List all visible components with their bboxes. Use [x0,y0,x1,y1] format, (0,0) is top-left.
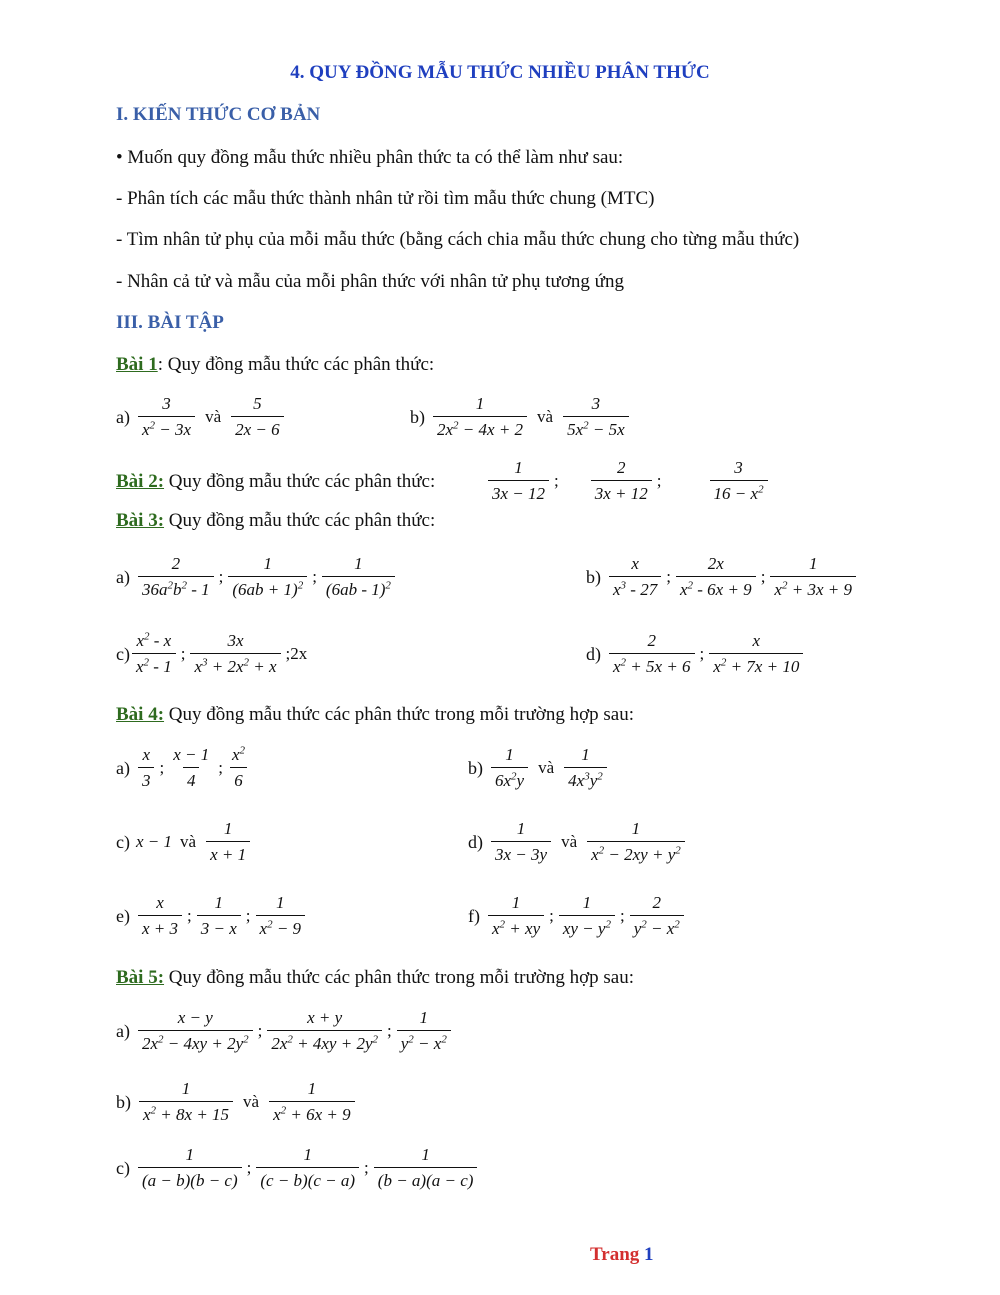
fraction: $\frac{1}{3x - 12}$ [488,458,549,504]
exercise-5-label: Bài 5: [116,967,165,988]
fraction: $\frac{1}{x^2 + xy}$ [488,893,544,939]
fraction: $\frac{1}{x^2 - 2xy + y^2}$ [587,819,685,865]
section-heading-exercises: III. BÀI TẬP [116,312,224,333]
exercise-5a: a) $\frac{x - y}{2x^2 - 4xy + 2y^2}$ ; $\frac{x + y}{2x^2 + 4xy + 2y^2}$ ; $\frac{1}{y^2 - x^2}$ [116,1008,453,1054]
fraction: $\frac{1}{3 - x}$ [197,893,241,939]
fraction: $\frac{1}{6x^2y}$ [491,745,528,791]
fraction: $\frac{2x}{x^2 - 6x + 9}$ [676,554,756,600]
exercise-3c: c) $\frac{x^2 - x}{x^2 - 1}$ ; $\frac{3x}{x^3 + 2x^2 + x}$ ;2x [116,630,308,676]
fraction: $\frac{3}{5x^2 - 5x}$ [563,394,629,440]
fraction: $\frac{3}{16 - x^2}$ [710,458,768,504]
fraction: $\frac{2}{3x + 12}$ [591,458,652,504]
fraction: $\frac{1}{x^2 + 8x + 15}$ [139,1079,233,1125]
footer-page-number: 1 [644,1244,654,1265]
fraction: $\frac{2}{y^2 - x^2}$ [630,893,684,939]
fraction: $\frac{1}{(a - b)(b - c)}$ [138,1145,242,1191]
fraction: $\frac{1}{xy - y^2}$ [559,893,615,939]
exercise-1-label: Bài 1 [116,354,158,375]
fraction: $\frac{x^2}{6}$ [231,744,246,790]
exercise-1a: a) $\frac{3}{x^2 - 3x}$ và $\frac{5}{2x - 6}$ [116,394,286,440]
exercise-4a: a) $\frac{x}{3}$ ; $\frac{x - 1}{4}$ ; $\frac{x^2}{6}$ [116,745,251,791]
exercise-4d: d) $\frac{1}{3x - 3y}$ và $\frac{1}{x^2 - 2xy + y^2}$ [468,819,687,865]
theory-line-2: - Phân tích các mẫu thức thành nhân tử rồi tìm mẫu thức chung (MTC) [116,188,655,209]
exercise-4e: e) $\frac{x}{x + 3}$ ; $\frac{1}{3 - x}$ ; $\frac{1}{x^2 - 9}$ [116,893,307,939]
fraction: $\frac{1}{(6ab + 1)^2}$ [228,554,307,600]
exercise-2-text: Quy đồng mẫu thức các phân thức: [164,471,436,492]
theory-line-1: • Muốn quy đồng mẫu thức nhiều phân thức ta có thể làm như sau: [116,147,624,168]
fraction: $\frac{1}{x + 1}$ [206,819,250,865]
exercise-5-heading [116,966,634,990]
fraction: $\frac{5}{2x - 6}$ [231,394,284,440]
fraction: $\frac{1}{2x^2 - 4x + 2}$ [433,394,527,440]
fraction: $\frac{x}{3}$ [138,745,155,791]
fraction: $\frac{x - 1}{4}$ [173,745,210,790]
fraction: $\frac{3}{x^2 - 3x}$ [138,394,195,440]
exercise-3d: d) $\frac{2}{x^2 + 5x + 6}$ ; $\frac{x}{x^2 + 7x + 10}$ [586,631,805,677]
exercise-2-fractions: $\frac{1}{3x - 12}$ ; $\frac{2}{3x + 12}$ ; $\frac{3}{16 - x^2}$ [486,458,770,504]
fraction: $\frac{1}{3x - 3y}$ [491,819,551,865]
fraction: $\frac{x}{x + 3}$ [138,893,182,939]
fraction: $\frac{1}{(6ab - 1)^2}$ [322,554,395,600]
fraction: $\frac{1}{x^2 + 3x + 9}$ [770,554,856,600]
exercise-4f: f) $\frac{1}{x^2 + xy}$ ; $\frac{1}{xy - y^2}$ ; $\frac{2}{y^2 - x^2}$ [468,893,686,939]
exercise-3-heading [116,509,435,533]
exercise-3-text: Quy đồng mẫu thức các phân thức: [164,510,436,531]
fraction: $\frac{1}{x^2 + 6x + 9}$ [269,1079,355,1125]
footer-trang: Trang [590,1244,640,1265]
fraction: $\frac{1}{4x^3y^2}$ [564,745,607,791]
fraction: $\frac{x + y}{2x^2 + 4xy + 2y^2}$ [267,1008,382,1054]
exercise-5c: c) $\frac{1}{(a - b)(b - c)}$ ; $\frac{1}{(c - b)(c - a)}$ ; $\frac{1}{(b - a)(a - c)}$ [116,1145,479,1191]
exercise-4c: c) x − 1 và $\frac{1}{x + 1}$ [116,819,252,865]
exercise-1-text: : Quy đồng mẫu thức các phân thức: [157,354,435,375]
fraction: $\frac{x}{x^2 + 7x + 10}$ [709,631,803,677]
exercise-1-heading [116,353,434,377]
fraction: $\frac{x}{x^3 - 27}$ [609,554,661,600]
theory-line-3: - Tìm nhân tử phụ của mỗi mẫu thức (bằng cách chia mẫu thức chung cho từng mẫu thức) [116,229,800,250]
exercise-4-heading [116,703,634,727]
fraction: $\frac{3x}{x^3 + 2x^2 + x}$ [190,631,280,677]
section-heading-basic: I. KIẾN THỨC CƠ BẢN [116,104,321,125]
fraction: $\frac{x^2 - x}{x^2 - 1}$ [132,631,176,677]
exercise-3a: a) $\frac{2}{36a^2b^2 - 1}$ ; $\frac{1}{(6ab + 1)^2}$ ; $\frac{1}{(6ab - 1)^2}$ [116,554,397,600]
exercise-4-label: Bài 4: [116,704,165,725]
exercise-2-heading [116,470,435,494]
document-title: 4. QUY ĐỒNG MẪU THỨC NHIỀU PHÂN THỨC [290,62,710,83]
fraction: $\frac{1}{y^2 - x^2}$ [397,1008,451,1054]
exercise-5-text: Quy đồng mẫu thức các phân thức trong mỗi trường hợp sau: [164,967,634,988]
page-footer [590,1244,654,1266]
exercise-5b: b) $\frac{1}{x^2 + 8x + 15}$ và $\frac{1}{x^2 + 6x + 9}$ [116,1079,357,1125]
exercise-1b: b) $\frac{1}{2x^2 - 4x + 2}$ và $\frac{3}{5x^2 - 5x}$ [410,394,631,440]
fraction: $\frac{x - y}{2x^2 - 4xy + 2y^2}$ [138,1008,253,1054]
fraction: $\frac{1}{(c - b)(c - a)}$ [256,1145,359,1191]
fraction: $\frac{1}{x^2 - 9}$ [256,893,306,939]
fraction: $\frac{2}{36a^2b^2 - 1}$ [138,554,214,600]
exercise-4-text: Quy đồng mẫu thức các phân thức trong mỗi trường hợp sau: [164,704,634,725]
exercise-4b: b) $\frac{1}{6x^2y}$ và $\frac{1}{4x^3y^2}$ [468,745,609,791]
exercise-3b: b) $\frac{x}{x^3 - 27}$ ; $\frac{2x}{x^2 - 6x + 9}$ ; $\frac{1}{x^2 + 3x + 9}$ [586,554,858,600]
exercise-2-label: Bài 2: [116,471,165,492]
theory-line-4: - Nhân cả tử và mẫu của mỗi phân thức với nhân tử phụ tương ứng [116,271,624,292]
fraction: $\frac{2}{x^2 + 5x + 6}$ [609,631,695,677]
exercise-3-label: Bài 3: [116,510,165,531]
fraction: $\frac{1}{(b - a)(a - c)}$ [374,1145,478,1191]
